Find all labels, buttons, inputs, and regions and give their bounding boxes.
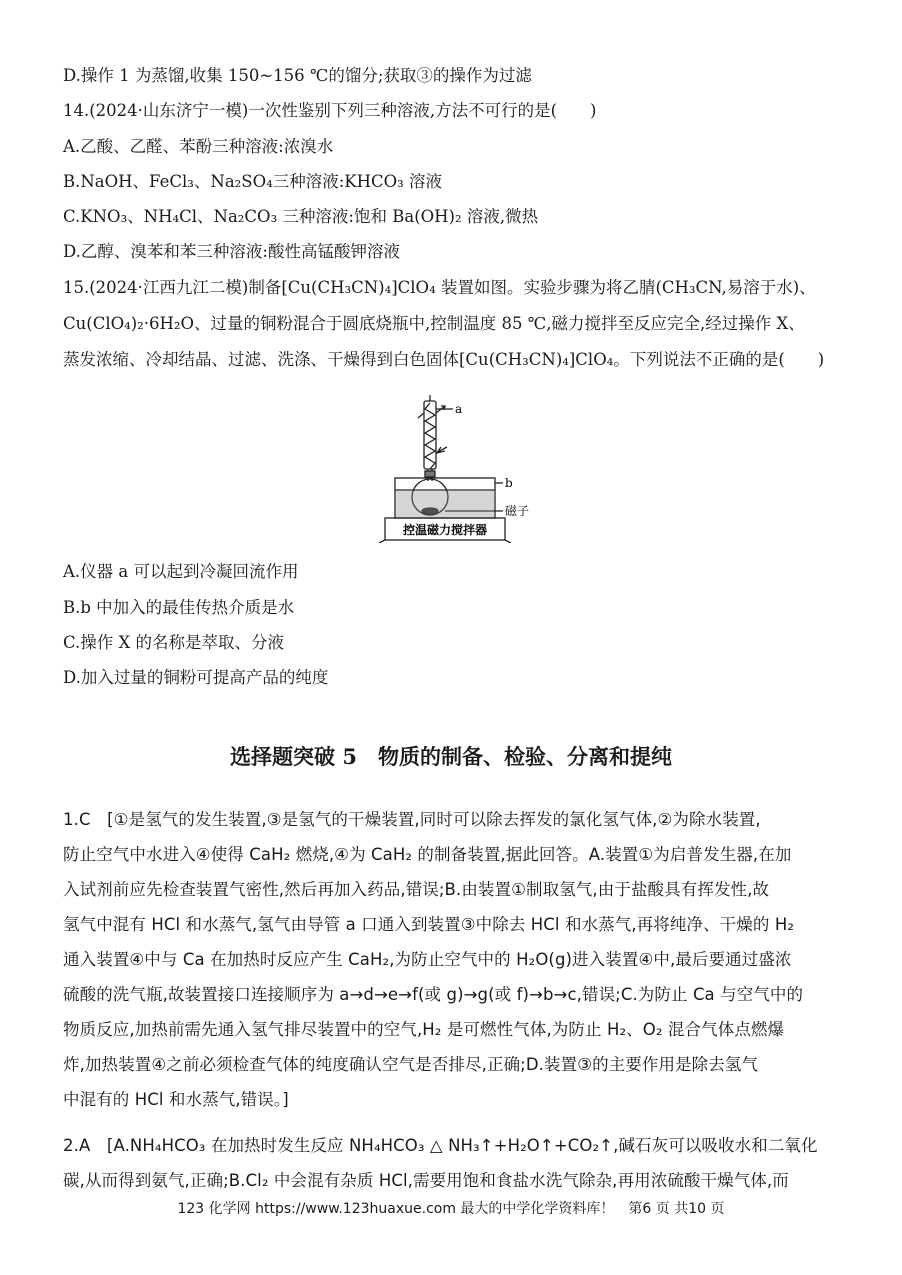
q15-option-a: A.仪器 a 可以起到冷凝回流作用 <box>63 562 299 581</box>
answer1-line5: 通入装置④中与 Ca 在加热时反应产生 CaH₂,为防止空气中的 H₂O(g)进入装置④中,最后要通过盛浓 <box>63 950 792 969</box>
figure-label-stirrer: 控温磁力搅拌器 <box>402 523 488 537</box>
section-title: 选择题突破 5 物质的制备、检验、分离和提纯 <box>230 744 672 769</box>
figure-label-b: b <box>505 476 513 490</box>
answer1-line1: 1.C [①是氢气的发生装置,③是氢气的干燥装置,同时可以除去挥发的氯化氢气体,②为除水装置, <box>63 810 761 829</box>
answer1-line6: 硫酸的洗气瓶,故装置接口连接顺序为 a→d→e→f(或 g)→g(或 f)→b→c,错误;C.为防止 Ca 与空气中的 <box>63 985 804 1004</box>
q15-stem-line1: 15.(2024·江西九江二模)制备[Cu(CH₃CN)₄]ClO₄ 装置如图。实验步骤为将乙腈(CH₃CN,易溶于水)、 <box>63 278 816 297</box>
figure-label-magnet: 磁子 <box>505 504 530 518</box>
q14-option-c: C.KNO₃、NH₄Cl、Na₂CO₃ 三种溶液:饱和 Ba(OH)₂ 溶液,微热 <box>63 207 539 226</box>
answer1-line7: 物质反应,加热前需先通入氢气排尽装置中的空气,H₂ 是可燃性气体,为防止 H₂、O₂ 混合气体点燃爆 <box>63 1020 785 1039</box>
answer1-line2: 防止空气中水进入④使得 CaH₂ 燃烧,④为 CaH₂ 的制备装置,据此回答。A.装置①为启普发生器,在加 <box>63 845 792 864</box>
answer2-line2: 碳,从而得到氨气,正确;B.Cl₂ 中会混有杂质 HCl,需要用饱和食盐水洗气除杂,再用浓硫酸干燥气体,而 <box>63 1171 789 1190</box>
figure-label-a: a <box>455 402 463 416</box>
q13-option-d: D.操作 1 为蒸馏,收集 150~156 ℃的馏分;获取③的操作为过滤 <box>63 66 532 85</box>
apparatus-drawing <box>375 393 535 543</box>
q14-option-b: B.NaOH、FeCl₃、Na₂SO₄三种溶液:KHCO₃ 溶液 <box>63 172 443 191</box>
q15-option-b: B.b 中加入的最佳传热介质是水 <box>63 598 295 617</box>
apparatus-figure <box>375 393 535 543</box>
answer1-line4: 氢气中混有 HCl 和水蒸气,氢气由导管 a 口通入到装置③中除去 HCl 和水蒸气,再将纯净、干燥的 H₂ <box>63 915 795 934</box>
q14-option-d: D.乙醇、溴苯和苯三种溶液:酸性高锰酸钾溶液 <box>63 242 400 261</box>
q15-option-c: C.操作 X 的名称是萃取、分液 <box>63 633 285 652</box>
q14-stem: 14.(2024·山东济宁一模)一次性鉴别下列三种溶液,方法不可行的是( ) <box>63 101 597 120</box>
page-footer: 123 化学网 https://www.123huaxue.com 最大的中学化学资料库！ 第6 页 共10 页 <box>177 1201 725 1217</box>
answer2-line1: 2.A [A.NH₄HCO₃ 在加热时发生反应 NH₄HCO₃ △ NH₃↑+H₂O↑+CO₂↑,碱石灰可以吸收水和二氧化 <box>63 1136 818 1155</box>
answer1-line8: 炸,加热装置④之前必须检查气体的纯度确认空气是否排尽,正确;D.装置③的主要作用是除去氢气 <box>63 1055 759 1074</box>
q15-stem-line3: 蒸发浓缩、冷却结晶、过滤、洗涤、干燥得到白色固体[Cu(CH₃CN)₄]ClO₄。下列说法不正确的是( ) <box>63 350 825 369</box>
q15-stem-line2: Cu(ClO₄)₂·6H₂O、过量的铜粉混合于圆底烧瓶中,控制温度 85 ℃,磁力搅拌至反应完全,经过操作 X、 <box>63 314 805 333</box>
answer1-line3: 入试剂前应先检查装置气密性,然后再加入药品,错误;B.由装置①制取氢气,由于盐酸具有挥发性,故 <box>63 880 770 899</box>
q15-option-d: D.加入过量的铜粉可提高产品的纯度 <box>63 668 329 687</box>
answer1-line9: 中混有的 HCl 和水蒸气,错误。] <box>63 1090 289 1109</box>
q14-option-a: A.乙酸、乙醛、苯酚三种溶液:浓溴水 <box>63 137 334 156</box>
